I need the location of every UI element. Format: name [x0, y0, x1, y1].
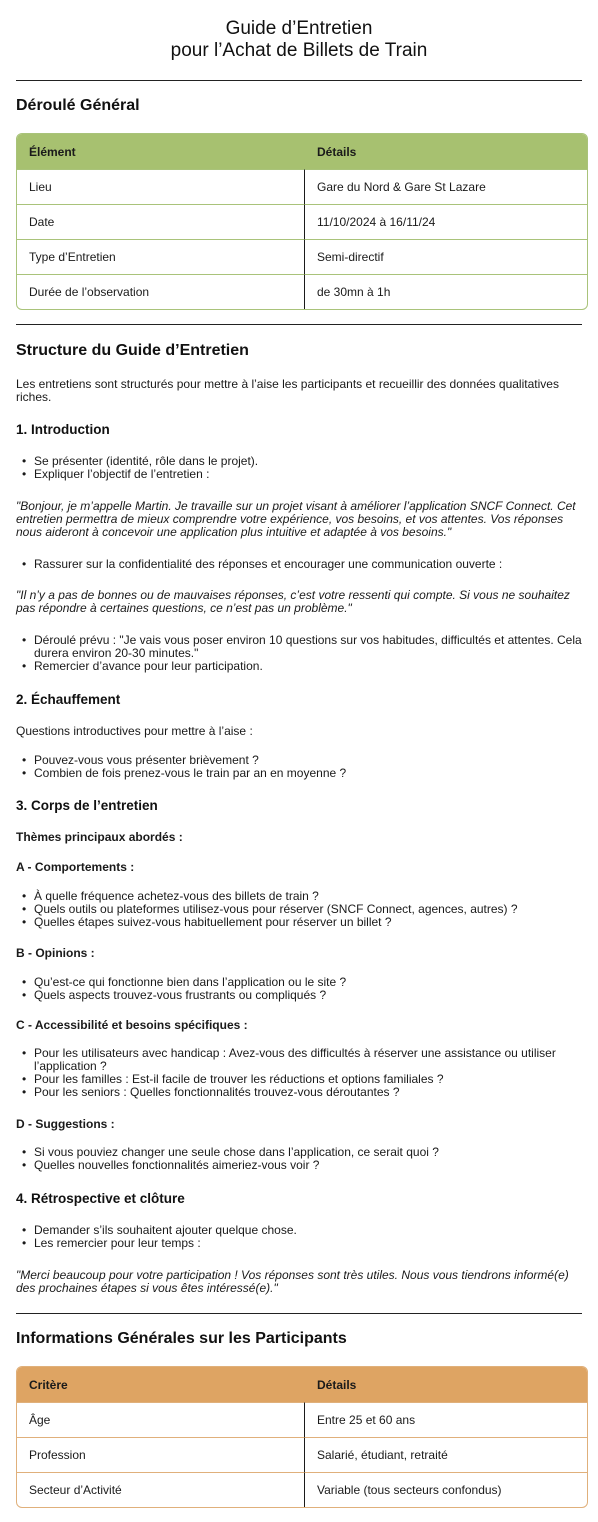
- list-item: • Si vous pouviez changer une seule chose dans l’application, ce serait quoi ?: [34, 1146, 582, 1159]
- label-comportements: A - Comportements :: [16, 860, 135, 874]
- table-cell: Entre 25 et 60 ans: [305, 1402, 587, 1437]
- list-item: • Pour les seniors : Quelles fonctionnalités trouvez-vous déroutantes ?: [34, 1086, 582, 1099]
- subsection-heading-introduction: 1. Introduction: [16, 422, 110, 437]
- introduction-list-c: [16, 634, 582, 673]
- participants-table: [16, 1366, 588, 1508]
- opinions-list: [16, 976, 582, 1002]
- table-row: [17, 1472, 587, 1507]
- themes-label: Thèmes principaux abordés :: [16, 830, 183, 844]
- list-item: • Rassurer sur la confidentialité des réponses et encourager une communication ouverte :: [34, 558, 582, 571]
- table-cell: 11/10/2024 à 16/11/24: [305, 204, 587, 239]
- echauffement-intro: Questions introductives pour mettre à l’aise :: [16, 724, 253, 738]
- suggestions-list: [16, 1146, 582, 1172]
- section-heading-participants: Informations Générales sur les Participants: [16, 1330, 347, 1347]
- table-row: [17, 1437, 587, 1472]
- echauffement-list: [16, 754, 582, 780]
- table-header-details: Détails: [305, 1367, 587, 1402]
- table-row: [17, 204, 587, 239]
- list-item: • Quelles étapes suivez-vous habituellement pour réserver un billet ?: [34, 916, 582, 929]
- table-header-row: [17, 134, 587, 169]
- divider: [16, 1313, 582, 1314]
- list-item: • Remercier d’avance pour leur participation.: [34, 660, 582, 673]
- table-cell: Variable (tous secteurs confondus): [305, 1472, 587, 1507]
- table-cell: Salarié, étudiant, retraité: [305, 1437, 587, 1472]
- introduction-list-a: [16, 455, 582, 481]
- title-line-2: pour l’Achat de Billets de Train: [170, 40, 428, 61]
- quote-introduction: "Bonjour, je m’appelle Martin. Je travaille sur un projet visant à améliorer l’application SNCF Connect. Cet entretien permettra de mieux comprendre votre expérience, vos besoins, et vos attentes. Vos réponses nous aideront à concevoir une application plus intuitive et adaptée à vos besoins.": [16, 499, 576, 539]
- quote-closing: "Merci beaucoup pour votre participation ! Vos réponses sont très utiles. Nous vous tiendrons informé(e) des prochaines étapes si vous êtes intéressé(e).": [16, 1268, 569, 1295]
- table-cell: de 30mn à 1h: [305, 274, 587, 309]
- list-item: • Demander s’ils souhaitent ajouter quelque chose.: [34, 1224, 582, 1237]
- divider: [16, 80, 582, 81]
- introduction-list-b: [16, 558, 582, 571]
- quote-confidentiality: "Il n’y a pas de bonnes ou de mauvaises réponses, c’est votre ressenti qui compte. Si vous ne souhaitez pas répondre à certaines questions, ce n’est pas un problème.": [16, 588, 570, 615]
- label-suggestions: D - Suggestions :: [16, 1117, 115, 1131]
- list-item: • Quels aspects trouvez-vous frustrants ou compliqués ?: [34, 989, 582, 1002]
- divider: [16, 324, 582, 325]
- subsection-heading-echauffement: 2. Échauffement: [16, 692, 121, 707]
- table-row: [17, 169, 587, 204]
- list-item: • Combien de fois prenez-vous le train par an en moyenne ?: [34, 767, 582, 780]
- list-item: • Les remercier pour leur temps :: [34, 1237, 582, 1250]
- list-item: • Déroulé prévu : "Je vais vous poser environ 10 questions sur vos habitudes, difficultés et attentes. Cela durera environ 20-30 minutes.": [34, 634, 582, 660]
- table-cell: Durée de l’observation: [17, 274, 305, 309]
- list-item: • Pouvez-vous vous présenter brièvement ?: [34, 754, 582, 767]
- table-header-critere: Critère: [17, 1367, 305, 1402]
- list-item: • Pour les familles : Est-il facile de trouver les réductions et options familiales ?: [34, 1073, 582, 1086]
- page-title: [0, 0, 598, 62]
- comportements-list: [16, 890, 582, 929]
- label-accessibilite: C - Accessibilité et besoins spécifiques :: [16, 1018, 248, 1032]
- list-item: • Pour les utilisateurs avec handicap : Avez-vous des difficultés à réserver une assistance ou utiliser l’application ?: [34, 1047, 582, 1073]
- table-cell: Lieu: [17, 169, 305, 204]
- subsection-heading-retrospective: 4. Rétrospective et clôture: [16, 1191, 185, 1206]
- retrospective-list: [16, 1224, 582, 1250]
- table-row: [17, 239, 587, 274]
- accessibilite-list: [16, 1047, 582, 1099]
- table-cell: Date: [17, 204, 305, 239]
- table-header-details: Détails: [305, 134, 587, 169]
- table-header-element: Élément: [17, 134, 305, 169]
- table-row: [17, 274, 587, 309]
- deroule-table: [16, 133, 588, 310]
- list-item: • Quelles nouvelles fonctionnalités aimeriez-vous voir ?: [34, 1159, 582, 1172]
- table-cell: Secteur d’Activité: [17, 1472, 305, 1507]
- list-item: • Qu’est-ce qui fonctionne bien dans l’application ou le site ?: [34, 976, 582, 989]
- subsection-heading-corps: 3. Corps de l’entretien: [16, 798, 158, 813]
- table-header-row: [17, 1367, 587, 1402]
- list-item: • À quelle fréquence achetez-vous des billets de train ?: [34, 890, 582, 903]
- label-opinions: B - Opinions :: [16, 946, 95, 960]
- title-line-1: Guide d’Entretien: [225, 18, 373, 39]
- table-cell: Semi-directif: [305, 239, 587, 274]
- section-heading-structure: Structure du Guide d’Entretien: [16, 342, 249, 359]
- list-item: • Expliquer l’objectif de l’entretien :: [34, 468, 582, 481]
- table-cell: Profession: [17, 1437, 305, 1472]
- list-item: • Quels outils ou plateformes utilisez-vous pour réserver (SNCF Connect, agences, autres) ?: [34, 903, 582, 916]
- section-heading-deroule: Déroulé Général: [16, 97, 140, 114]
- list-item: • Se présenter (identité, rôle dans le projet).: [34, 455, 582, 468]
- table-cell: Type d’Entretien: [17, 239, 305, 274]
- table-row: [17, 1402, 587, 1437]
- structure-intro: Les entretiens sont structurés pour mettre à l’aise les participants et recueillir des données qualitatives riches.: [16, 377, 559, 404]
- table-cell: Gare du Nord & Gare St Lazare: [305, 169, 587, 204]
- table-cell: Âge: [17, 1402, 305, 1437]
